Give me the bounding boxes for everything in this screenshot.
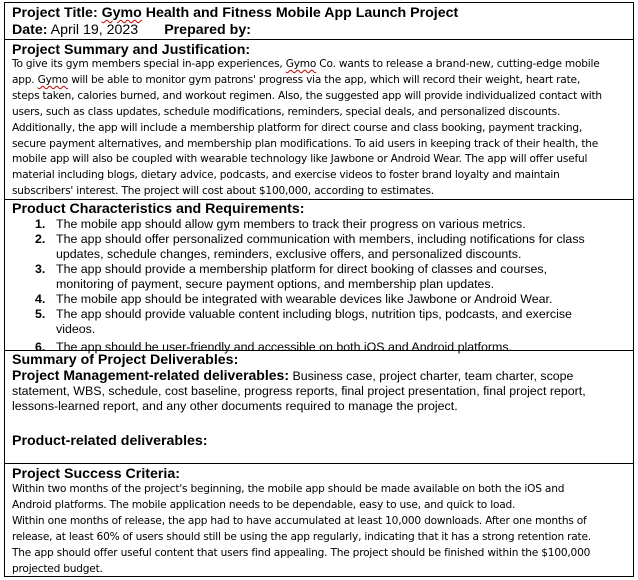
success-criteria-section xyxy=(5,463,633,576)
requirement-text: The app should provide a membership platform for direct booking of classes and courses, xyxy=(56,262,548,276)
requirements-list xyxy=(5,217,635,355)
characteristics-section xyxy=(5,199,633,354)
deliverables-heading: Summary of Project Deliverables: xyxy=(12,352,239,368)
requirement-number: 6. xyxy=(35,340,46,354)
success-line: Within two months of the project's beginning, the mobile app should be made available on both the iOS and xyxy=(12,483,565,495)
project-title-brand: Gymo xyxy=(101,5,142,21)
date-row xyxy=(12,22,251,39)
requirement-text: The mobile app should allow gym members to track their progress on various metrics. xyxy=(56,217,526,231)
summary-line: subscribers' interest. The project will cost about $100,000, according to estimates. xyxy=(12,185,434,198)
success-line: The app should offer useful content that users find appealing. The project should be finished within the $100,000 xyxy=(12,546,591,559)
prepared-by-label: Prepared by: xyxy=(164,22,251,38)
requirement-number: 2. xyxy=(35,232,46,246)
requirement-item xyxy=(5,292,635,307)
success-criteria-paragraph xyxy=(12,482,634,577)
date-label: Date: xyxy=(12,22,48,38)
summary-line: steps taken, calories burned, and workout regimen. Also, the suggested app will provide individualized contact with xyxy=(12,89,602,102)
project-title xyxy=(12,5,458,22)
requirement-text: updates, schedule changes, reminders, exclusive offers, and personalized discounts. xyxy=(56,247,522,261)
requirement-item xyxy=(5,262,635,292)
requirement-text: The app should be user-friendly and accessible on both iOS and Android platforms. xyxy=(56,340,512,354)
project-title-label: Project Title: xyxy=(12,5,102,21)
success-criteria-heading: Project Success Criteria: xyxy=(12,466,180,482)
success-line: Within one months of release, the app had to have accumulated at least 10,000 downloads. After one months of xyxy=(12,514,587,527)
success-line: release, at least 60% of users should still be using the app regularly, indicating that it has a strong retention rate. xyxy=(12,530,591,543)
pm-deliverables-label: Project Management-related deliverables: xyxy=(12,367,289,383)
header-section xyxy=(5,3,633,39)
summary-heading: Project Summary and Justification: xyxy=(12,42,251,58)
requirement-text: videos. xyxy=(56,322,96,336)
summary-line: mobile app will also be coupled with wearable technology like Jawbone or Android Wear. The app will offer useful xyxy=(12,153,588,166)
summary-line: users, such as class updates, schedule modifications, reminders, special deals, and personalized discounts. xyxy=(12,105,561,118)
requirement-number: 1. xyxy=(35,217,46,231)
requirement-text: monitoring of payment, secure payment options, and membership plan updates. xyxy=(56,277,495,291)
success-line: Android platforms. The mobile application needs to be dependable, easy to use, and quick to load. xyxy=(12,498,516,511)
pm-deliverables-text: statement, WBS, schedule, cost baseline, progress reports, final project presentation, final project report, xyxy=(12,384,586,398)
summary-line: To give its gym members special in-app experiences, Gymo Co. wants to release a brand-new, cutting-edge mobile xyxy=(12,58,600,70)
requirement-number: 3. xyxy=(35,262,46,276)
project-title-text: Health and Fitness Mobile App Launch Project xyxy=(141,5,459,21)
requirement-text: The mobile app should be integrated with wearable devices like Jawbone or Android Wear. xyxy=(56,292,553,306)
summary-line: secure payment alternatives, and membership plan modifications. To aid users in keeping track of their health, the xyxy=(12,137,599,150)
requirement-number: 5. xyxy=(35,307,46,321)
summary-paragraph xyxy=(12,57,634,200)
requirement-text: The app should offer personalized communication with members, including notifications for class xyxy=(56,232,585,246)
characteristics-heading: Product Characteristics and Requirements: xyxy=(12,201,305,217)
summary-line: material including blogs, dietary advice, podcasts, and exercise videos to foster brand loyalty and maintain xyxy=(12,169,560,182)
date-value: April 19, 2023 xyxy=(47,22,139,38)
summary-line: Additionally, the app will include a membership platform for direct course and class booking, payment tracking, xyxy=(12,121,583,134)
requirement-item xyxy=(5,232,635,262)
summary-section xyxy=(5,39,633,199)
requirement-text: The app should provide valuable content including blogs, nutrition tips, podcasts, and exercise xyxy=(56,307,572,321)
success-line: projected budget. xyxy=(12,562,103,575)
project-charter-document xyxy=(4,2,634,577)
product-deliverables-label: Product-related deliverables: xyxy=(12,433,208,449)
summary-line: app. Gymo will be able to monitor gym patrons' progress via the app, which will record their weight, heart rate, xyxy=(12,73,580,86)
deliverables-section xyxy=(5,350,633,463)
requirement-number: 4. xyxy=(35,292,46,306)
pm-deliverables-text: Business case, project charter, team charter, scope xyxy=(289,369,574,383)
pm-deliverables xyxy=(12,368,586,414)
pm-deliverables-text: lessons-learned report, and any other documents required to manage the project. xyxy=(12,399,458,413)
requirement-item xyxy=(5,307,635,337)
requirement-item xyxy=(5,217,635,232)
